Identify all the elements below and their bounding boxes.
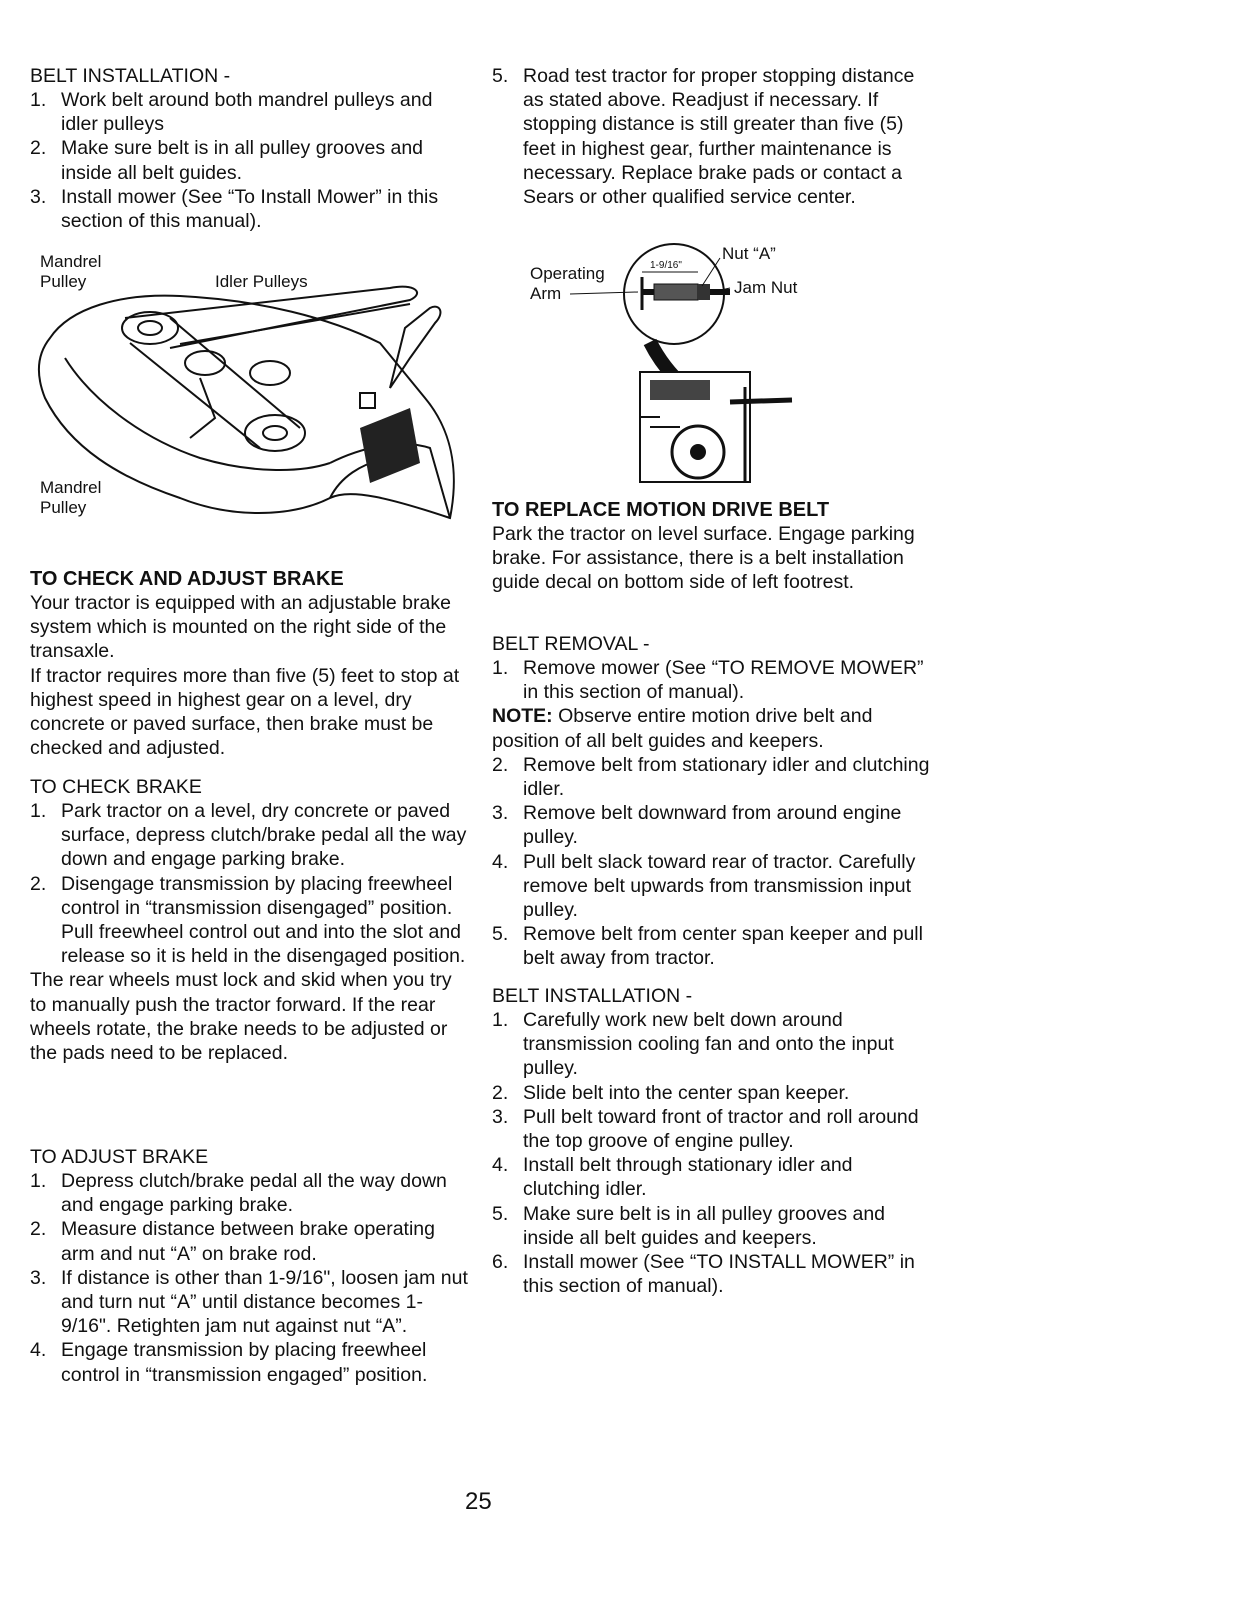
belt-installation-section [30,64,470,233]
step-list [492,64,932,209]
step-number: 3. [30,1266,47,1289]
list-item [30,136,470,184]
step-number: 5. [492,65,509,87]
step-number: 5. [492,923,509,946]
step-number: 4. [492,850,509,873]
label-dimension: 1-9/16" [650,260,682,271]
brake-rod-figure [530,242,850,487]
section-title: BELT REMOVAL - [492,633,650,655]
list-item [30,1266,470,1339]
list-item [492,64,932,209]
label-mandrel-bottom: Mandrel [40,478,102,497]
list-item [492,850,932,923]
step-text: Work belt around both mandrel pulleys and idler pulleys [61,89,433,136]
step-number: 1. [30,89,47,111]
label-pulley-top: Pulley [40,272,87,291]
label-arm: Arm [530,284,562,303]
list-item [30,1217,470,1265]
label-pulley-bottom: Pulley [40,498,87,517]
step-text: Make sure belt is in all pulley grooves and inside all belt guides and keepers. [523,1202,886,1249]
page-number: 25 [465,1488,492,1515]
section-title: BELT INSTALLATION - [30,65,231,87]
step-text: Install belt through stationary idler and clutching idler. [523,1154,853,1201]
list-item [492,1081,932,1105]
section-title: BELT INSTALLATION - [492,985,693,1007]
list-item [492,1105,932,1153]
note-paragraph [492,704,932,752]
step-number: 1. [30,1170,47,1192]
step-list [30,88,470,233]
step-text: Park tractor on a level, dry concrete or paved surface, depress clutch/brake pedal all the way down and engage parking brake. [61,800,467,871]
step-number: 2. [492,753,509,776]
step-text: Pull belt toward front of tractor and roll around the top groove of engine pulley. [523,1105,919,1153]
step-text: Carefully work new belt down around transmission cooling fan and onto the input pulley. [523,1009,894,1080]
step-text: Measure distance between brake operating arm and nut “A” on brake rod. [61,1218,435,1265]
section-heading: TO REPLACE MOTION DRIVE BELT [492,499,830,521]
list-item [492,753,932,801]
step-list [30,799,470,968]
label-operating: Operating [530,264,605,283]
belt-removal-section [492,632,932,971]
step-number: 6. [492,1251,509,1274]
list-item [492,922,932,970]
step-number: 4. [30,1339,47,1362]
step-number: 3. [492,1105,509,1128]
step-text: Make sure belt is in all pulley grooves and inside all belt guides. [61,137,424,184]
label-nut-a: Nut “A” [722,244,776,263]
note-label: NOTE: [492,705,553,728]
label-idler-pulleys: Idler Pulleys [215,272,308,291]
mower-deck-illustration [30,248,470,558]
list-item [30,799,470,872]
step-text: Road test tractor for proper stopping distance as stated above. Readjust if necessary. If stopping distance is still greater than five (5) feet in highest gear, further maintenance is necessary. Replace brake pads or contact a Sears or other qualified service center. [523,65,915,209]
step-text: Install mower (See “TO INSTALL MOWER” in this section of manual). [523,1251,915,1298]
check-adjust-brake-section [30,567,470,760]
list-item [30,185,470,233]
step-list [492,753,932,971]
belt-installation-section-2 [492,984,932,1298]
list-item [30,872,470,969]
note-text: Observe entire motion drive belt and position of all belt guides and keepers. [492,705,873,752]
step-text: Install mower (See “To Install Mower” in this section of this manual). [61,185,439,233]
step-text: Remove belt downward from around engine pulley. [523,802,902,849]
step-number: 2. [30,872,47,895]
list-item [30,1169,470,1217]
step-text: Remove belt from center span keeper and pull belt away from tractor. [523,923,923,970]
step-text: If distance is other than 1-9/16", loosen jam nut and turn nut “A” until distance becomes 1-9/16". Retighten jam nut against nut “A”. [61,1266,468,1338]
step-number: 1. [30,800,47,822]
step-text: Engage transmission by placing freewheel control in “transmission engaged” position. [61,1339,428,1386]
step-list [492,656,932,704]
list-item [492,1250,932,1298]
step-number: 3. [30,185,47,208]
section-title: TO ADJUST BRAKE [30,1146,209,1168]
step-text: Depress clutch/brake pedal all the way down and engage parking brake. [61,1170,447,1217]
step-number: 2. [30,1218,47,1241]
step-text: Pull belt slack toward rear of tractor. Carefully remove belt upwards from transmission input pulley. [523,850,916,922]
paragraph: The rear wheels must lock and skid when you try to manually push the tractor forward. If the rear wheels rotate, the brake needs to be adjusted or the pads need to be replaced. [30,969,452,1065]
adjust-brake-section [30,1145,470,1387]
list-item [492,1202,932,1250]
step-number: 1. [492,1009,509,1031]
section-title: TO CHECK BRAKE [30,776,202,798]
replace-belt-section [492,498,932,595]
road-test-step [492,64,932,209]
step-number: 3. [492,802,509,825]
step-text: Disengage transmission by placing freewheel control in “transmission disengaged” position. Pull freewheel control out and into the slot and release so it is held in the disengaged position. [61,872,466,968]
mower-deck-figure [30,248,470,558]
list-item [30,1338,470,1386]
label-mandrel-top: Mandrel [40,252,102,271]
step-number: 2. [30,137,47,160]
step-number: 5. [492,1202,509,1225]
list-item [492,1153,932,1201]
paragraph: Your tractor is equipped with an adjustable brake system which is mounted on the right side of the transaxle. [30,592,451,663]
list-item [492,656,932,704]
list-item [492,1008,932,1081]
step-number: 1. [492,657,509,679]
step-text: Remove mower (See “TO REMOVE MOWER” in this section of manual). [523,657,924,704]
paragraph: Park the tractor on level surface. Engage parking brake. For assistance, there is a belt installation guide decal on bottom side of left footrest. [492,523,915,594]
label-jam-nut: Jam Nut [734,278,798,297]
step-number: 2. [492,1081,509,1104]
section-heading: TO CHECK AND ADJUST BRAKE [30,568,344,590]
step-text: Remove belt from stationary idler and clutching idler. [523,753,930,801]
step-list [30,1169,470,1387]
step-list [492,1008,932,1298]
list-item [492,801,932,849]
paragraph: If tractor requires more than five (5) feet to stop at highest speed in highest gear on a level, dry concrete or paved surface, then brake must be checked and adjusted. [30,664,460,760]
step-text: Slide belt into the center span keeper. [523,1081,850,1104]
list-item [30,88,470,136]
check-brake-section [30,775,470,1065]
step-number: 4. [492,1154,509,1177]
